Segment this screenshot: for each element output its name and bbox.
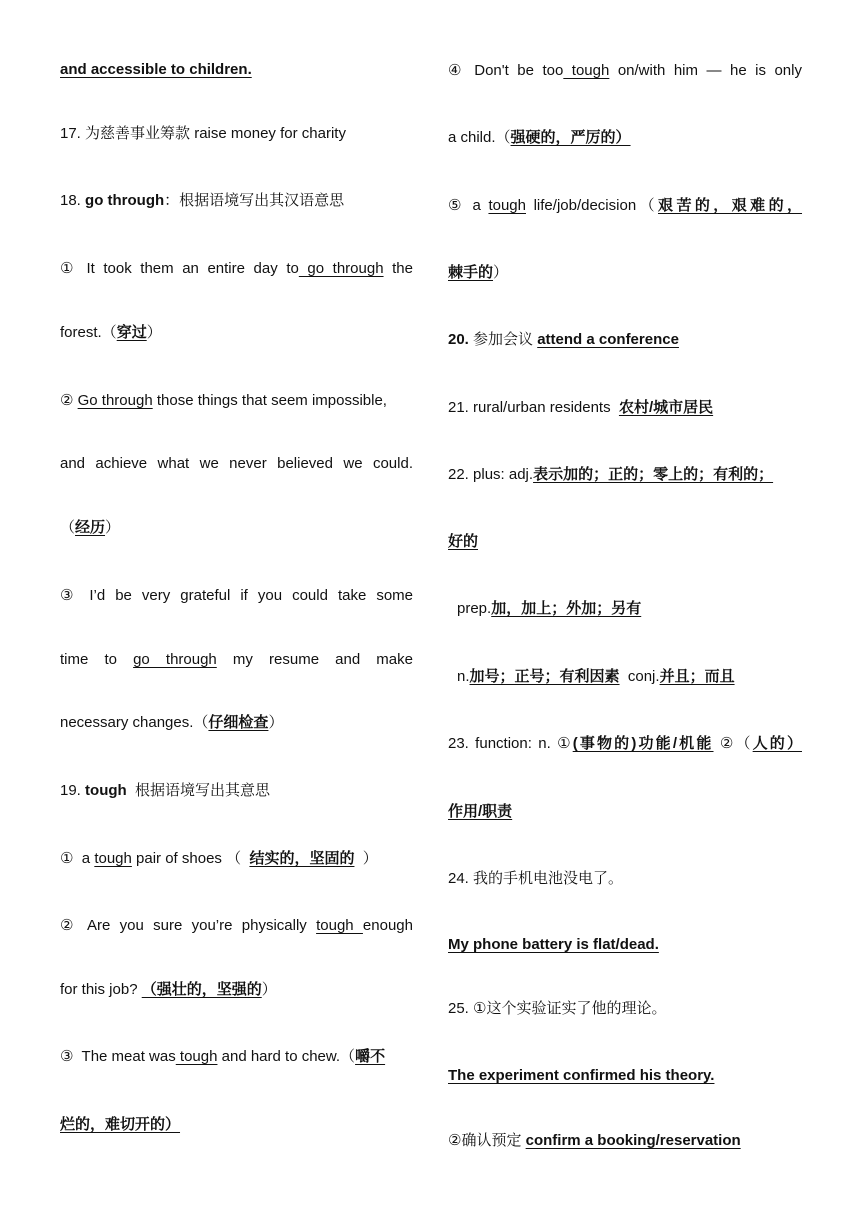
item-23-cont: [448, 802, 512, 822]
circled-number: ⑤: [448, 197, 465, 214]
chinese-phrase: 为慈善事业筹款: [85, 125, 191, 142]
example-text: forest.（: [60, 324, 117, 341]
item-text: ②（: [719, 735, 753, 752]
circled-number: ③: [60, 587, 80, 604]
answer: The experiment confirmed his theory.: [448, 1067, 715, 1084]
example-text: time to: [60, 651, 117, 668]
answer: 人的）: [752, 735, 802, 752]
item-number: 20.: [448, 331, 469, 348]
example-text: my resume and make: [232, 651, 413, 668]
underlined-term: tough: [94, 850, 132, 867]
example-line: [60, 650, 413, 670]
example-text: ）: [493, 264, 509, 281]
underlined-term: go through: [133, 651, 217, 668]
item-21: [448, 398, 713, 418]
example-text: ）: [146, 324, 162, 341]
instruction: ：根据语境写出其汉语意思: [164, 192, 345, 209]
answer: 棘手的: [448, 264, 494, 281]
item-22-noun-conj: [457, 667, 735, 687]
instruction: 根据语境写出其意思: [135, 782, 271, 799]
example-text: necessary changes.（: [60, 714, 209, 731]
circled-number: ③: [60, 1048, 74, 1065]
example-text: pair of shoes （: [131, 850, 242, 867]
example-line: [448, 196, 802, 216]
answer: 强硬的，严厉的）: [510, 129, 631, 146]
answer: 烂的，难切开的）: [60, 1116, 181, 1133]
underlined-term: tough: [563, 62, 610, 79]
example-line: [60, 391, 387, 411]
item-23: [448, 734, 802, 754]
example-line: [60, 1047, 385, 1067]
underlined-term: tough: [316, 917, 363, 934]
item-text: 22. plus: adj.: [448, 466, 534, 483]
example-text: The meat was: [81, 1048, 176, 1065]
item-19-heading: [60, 781, 270, 801]
item-22-cont: [448, 532, 478, 552]
example-text: those things that seem impossible,: [152, 392, 387, 409]
example-line: [60, 454, 413, 474]
answer: My phone battery is flat/dead.: [448, 936, 659, 953]
item-18-heading: [60, 191, 344, 211]
example-text: ）: [362, 850, 378, 867]
answer: 嚼不: [355, 1048, 386, 1065]
example-text: and hard to chew.（: [217, 1048, 356, 1065]
chinese-phrase: 参加会议: [473, 331, 534, 348]
answer: 加，加上；外加；另有: [491, 600, 642, 617]
circled-number: ②: [60, 392, 74, 409]
example-line: [60, 259, 413, 279]
example-text: ）: [261, 981, 277, 998]
part-of-speech: n.: [457, 668, 470, 685]
example-line: [60, 518, 120, 538]
item-number: 18.: [60, 192, 81, 209]
question-text: 24. 我的手机电池没电了。: [448, 870, 624, 887]
underlined-term: Go through: [77, 392, 153, 409]
underlined-term: tough: [488, 197, 526, 214]
part-of-speech: prep.: [457, 600, 492, 617]
item-text: 23. function: n. ①: [448, 735, 573, 752]
circled-number: ①: [60, 850, 74, 867]
answer: 加号；正号；有利因素: [469, 668, 620, 685]
item-number: 19.: [60, 782, 81, 799]
example-text: （: [60, 519, 76, 536]
english-phrase: raise money for charity: [194, 125, 346, 142]
answer: 穿过: [116, 324, 147, 341]
example-line: [60, 713, 283, 733]
item-24-answer: [448, 935, 659, 955]
answer: 表示加的；正的；零上的；有利的；: [533, 466, 774, 483]
example-text: I’d be very grateful if you could take some: [89, 587, 414, 604]
underlined-term: go through: [298, 260, 384, 277]
item-25-answer: [448, 1066, 714, 1086]
answer: 艰苦的，艰难的，: [658, 197, 803, 214]
example-line: [448, 263, 508, 283]
example-line: [60, 849, 378, 869]
example-text: ）: [268, 714, 284, 731]
example-text: on/with him — he is only: [609, 62, 802, 79]
example-text: life/job/decision（: [526, 197, 659, 214]
headword: go through: [85, 192, 165, 209]
answer: 并且；而且: [659, 668, 735, 685]
example-text: a: [81, 850, 91, 867]
example-line: [60, 586, 413, 606]
item-20: [448, 330, 679, 350]
example-line: [60, 980, 277, 1000]
english-phrase: attend a conference: [537, 331, 679, 348]
example-text: Are you sure you’re physically: [87, 917, 307, 934]
example-line: [448, 128, 631, 148]
example-text: Don't be too: [474, 62, 564, 79]
bold-underlined-text: and accessible to children.: [60, 61, 252, 78]
headword: tough: [85, 782, 127, 799]
example-text: enough: [362, 917, 413, 934]
example-line: [60, 916, 413, 936]
example-line: [60, 1115, 180, 1135]
chinese-phrase: ②确认预定: [448, 1132, 522, 1149]
item-text: 21. rural/urban residents: [448, 399, 611, 416]
underlined-term: tough: [175, 1048, 218, 1065]
example-line: [60, 323, 162, 343]
text-line: [60, 60, 252, 80]
example-text: the: [383, 260, 413, 277]
item-25-question: [448, 999, 666, 1019]
example-text: It took them an entire day to: [86, 260, 299, 277]
answer: (事物的)功能/机能: [572, 735, 714, 752]
item-number: 17.: [60, 125, 81, 142]
answer: 经历: [75, 519, 106, 536]
example-text: ）: [105, 519, 121, 536]
example-text: and achieve what we never believed we could.: [60, 455, 413, 472]
answer: 作用/职责: [448, 803, 513, 820]
item-17: [60, 124, 346, 144]
circled-number: ②: [60, 917, 79, 934]
item-22-prep: [457, 599, 641, 619]
answer: 农村/城市居民: [618, 399, 714, 416]
item-24-question: [448, 869, 623, 889]
answer: confirm a booking/reservation: [525, 1132, 741, 1149]
circled-number: ④: [448, 62, 466, 79]
example-text: a child.（: [448, 129, 511, 146]
example-text: a: [472, 197, 481, 214]
circled-number: ①: [60, 260, 78, 277]
answer: 结实的，坚固的: [249, 850, 355, 867]
item-25-part-2: [448, 1131, 741, 1151]
answer: （强壮的，坚强的: [141, 981, 262, 998]
part-of-speech: conj.: [627, 668, 660, 685]
answer: 仔细检查: [208, 714, 269, 731]
answer: 好的: [448, 533, 479, 550]
item-22: [448, 465, 773, 485]
example-text: for this job?: [60, 981, 142, 998]
question-text: 25. ①这个实验证实了他的理论。: [448, 1000, 667, 1017]
example-line: [448, 61, 802, 81]
